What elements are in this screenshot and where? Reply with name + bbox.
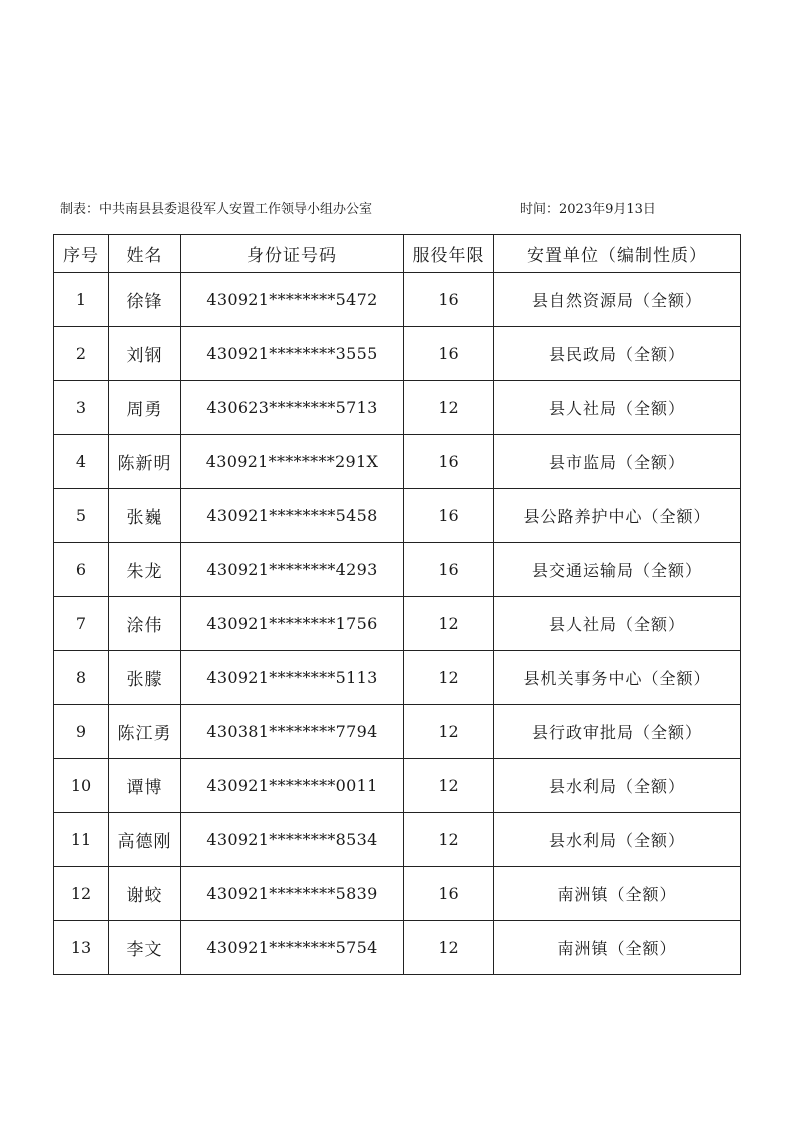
table-row [54,381,741,435]
table-row [54,759,741,813]
cell-years: 16 [404,543,494,597]
column-header-name: 姓名 [109,235,181,273]
cell-unit: 县公路养护中心（全额） [494,489,741,543]
cell-id: 430921********5458 [181,489,404,543]
table-header-row [54,235,741,273]
cell-years: 16 [404,867,494,921]
cell-years: 16 [404,327,494,381]
table-row [54,597,741,651]
cell-name: 刘钢 [109,327,181,381]
cell-seq: 2 [54,327,109,381]
table-row [54,651,741,705]
cell-unit: 县人社局（全额） [494,597,741,651]
cell-years: 12 [404,921,494,975]
cell-name: 高德刚 [109,813,181,867]
cell-unit: 县水利局（全额） [494,813,741,867]
table-row [54,867,741,921]
cell-seq: 11 [54,813,109,867]
cell-id: 430921********3555 [181,327,404,381]
maker-label: 制表：中共南县县委退役军人安置工作领导小组办公室 [60,202,373,217]
cell-unit: 南洲镇（全额） [494,921,741,975]
cell-name: 徐锋 [109,273,181,327]
cell-id: 430921********5472 [181,273,404,327]
cell-years: 12 [404,813,494,867]
date-label: 时间：2023年9月13日 [520,202,656,217]
column-header-id: 身份证号码 [181,235,404,273]
cell-unit: 县行政审批局（全额） [494,705,741,759]
cell-unit: 县交通运输局（全额） [494,543,741,597]
cell-years: 12 [404,381,494,435]
cell-seq: 10 [54,759,109,813]
cell-years: 16 [404,489,494,543]
cell-years: 12 [404,597,494,651]
table-row [54,435,741,489]
cell-id: 430921********4293 [181,543,404,597]
table-row [54,813,741,867]
cell-name: 朱龙 [109,543,181,597]
cell-unit: 县市监局（全额） [494,435,741,489]
cell-seq: 3 [54,381,109,435]
table-row [54,543,741,597]
cell-name: 涂伟 [109,597,181,651]
cell-name: 周勇 [109,381,181,435]
cell-seq: 1 [54,273,109,327]
cell-unit: 县水利局（全额） [494,759,741,813]
cell-unit: 县人社局（全额） [494,381,741,435]
cell-seq: 9 [54,705,109,759]
cell-years: 12 [404,651,494,705]
cell-years: 16 [404,273,494,327]
cell-id: 430921********5754 [181,921,404,975]
cell-name: 陈新明 [109,435,181,489]
column-header-unit: 安置单位（编制性质） [494,235,741,273]
column-header-seq: 序号 [54,235,109,273]
cell-years: 12 [404,759,494,813]
table-row [54,921,741,975]
cell-id: 430921********1756 [181,597,404,651]
cell-seq: 7 [54,597,109,651]
cell-seq: 13 [54,921,109,975]
cell-seq: 6 [54,543,109,597]
cell-name: 李文 [109,921,181,975]
cell-seq: 12 [54,867,109,921]
cell-unit: 南洲镇（全额） [494,867,741,921]
cell-id: 430921********5839 [181,867,404,921]
cell-years: 12 [404,705,494,759]
column-header-years: 服役年限 [404,235,494,273]
cell-unit: 县机关事务中心（全额） [494,651,741,705]
cell-id: 430381********7794 [181,705,404,759]
table-row [54,489,741,543]
cell-name: 张朦 [109,651,181,705]
cell-seq: 4 [54,435,109,489]
cell-years: 16 [404,435,494,489]
cell-name: 张巍 [109,489,181,543]
cell-id: 430623********5713 [181,381,404,435]
table-row [54,273,741,327]
placement-table [53,234,741,975]
cell-id: 430921********8534 [181,813,404,867]
cell-id: 430921********0011 [181,759,404,813]
cell-name: 陈江勇 [109,705,181,759]
cell-id: 430921********5113 [181,651,404,705]
document-meta [60,200,740,220]
table-row [54,705,741,759]
table-row [54,327,741,381]
cell-id: 430921********291X [181,435,404,489]
cell-seq: 5 [54,489,109,543]
cell-unit: 县民政局（全额） [494,327,741,381]
cell-seq: 8 [54,651,109,705]
cell-unit: 县自然资源局（全额） [494,273,741,327]
cell-name: 谭博 [109,759,181,813]
cell-name: 谢蛟 [109,867,181,921]
